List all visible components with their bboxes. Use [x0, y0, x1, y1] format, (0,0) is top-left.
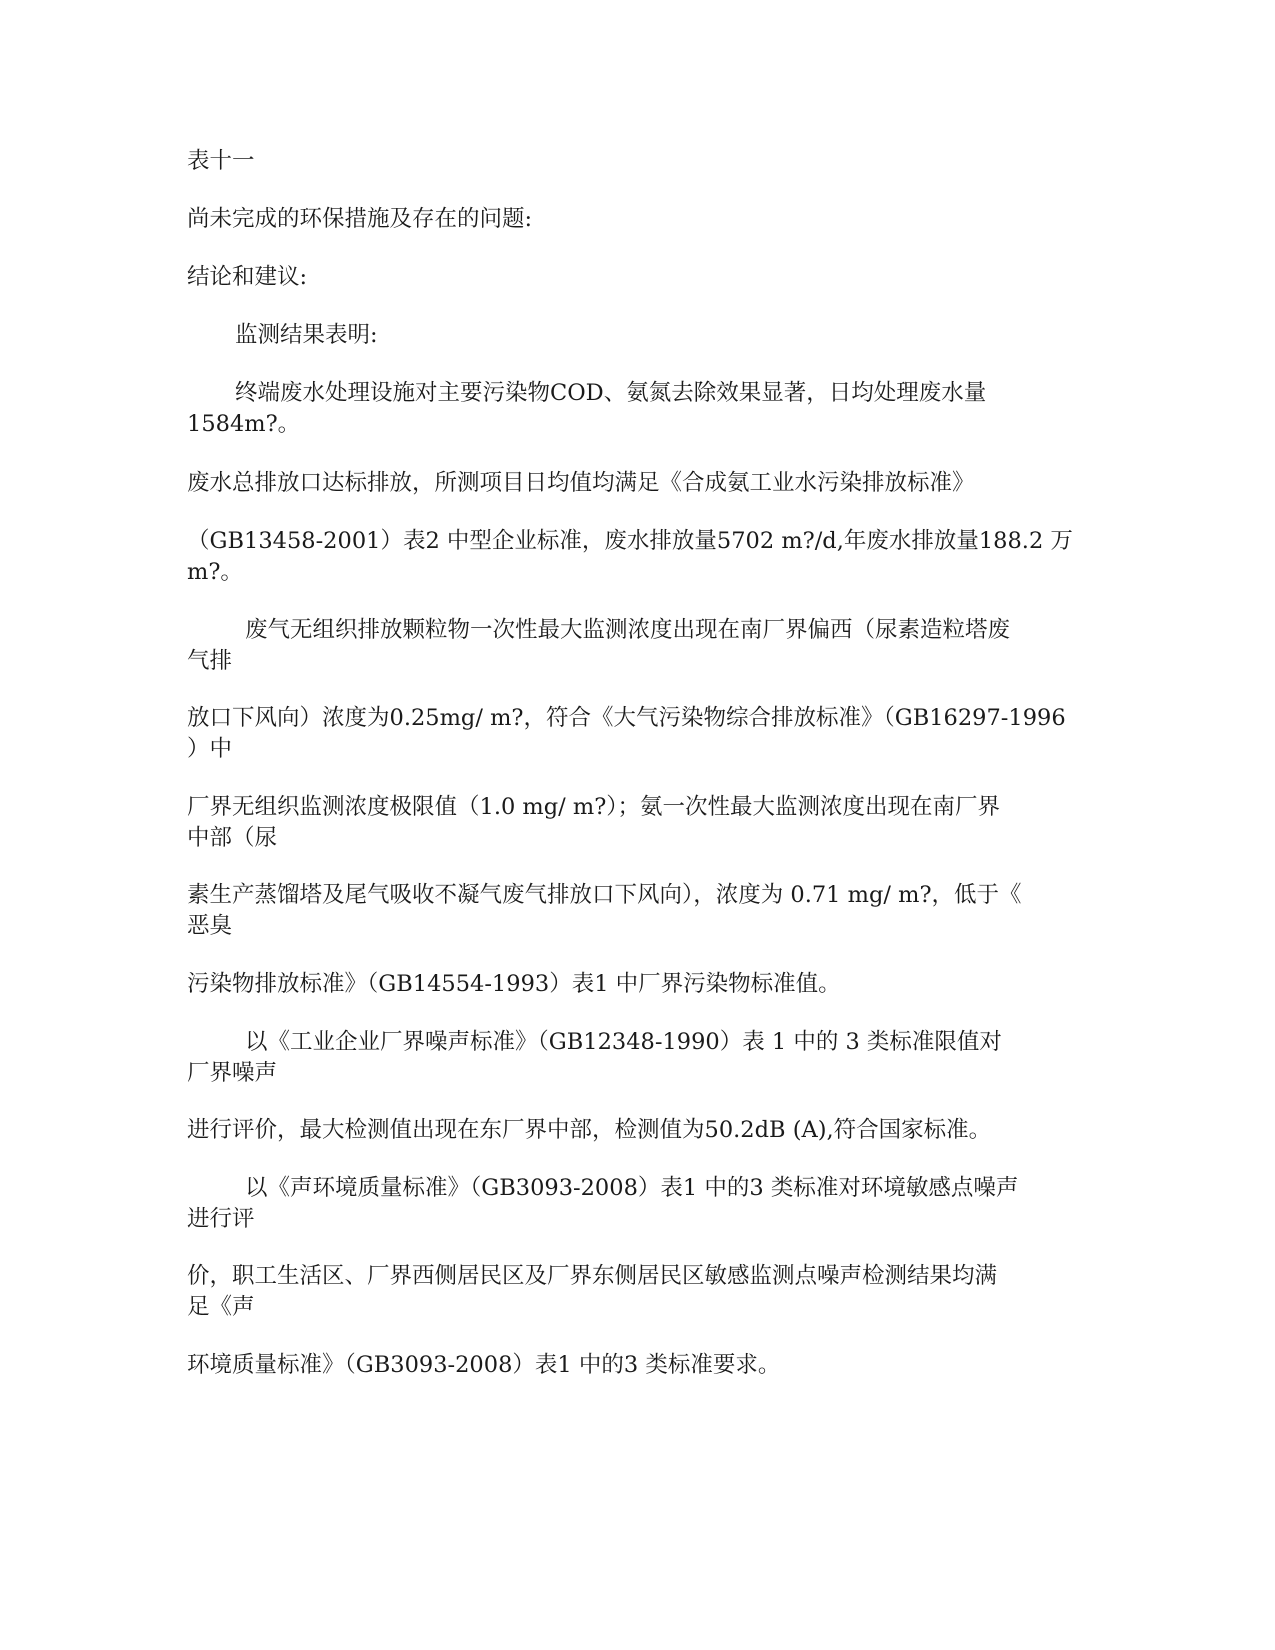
paragraph-noise-evaluation: 进行评价，最大检测值出现在东厂界中部，检测值为50.2dB (A),符合国家标准。 [187, 1117, 992, 1143]
outstanding-issues-heading: 尚未完成的环保措施及存在的问题: [187, 206, 533, 232]
paragraph-wastewater-treatment: 终端废水处理设施对主要污染物COD、氨氮去除效果显著，日均处理废水量 1584m?。 [187, 380, 987, 437]
paragraph-monitoring-results: 监测结果表明: [235, 322, 378, 348]
paragraph-discharge-volume: （GB13458-2001）表2 中型企业标准，废水排放量5702 m?/d,年废水排放量188.2 万 m?。 [187, 528, 1073, 585]
paragraph-odor-standard: 污染物排放标准》（GB14554-1993）表1 中厂界污染物标准值。 [187, 971, 841, 997]
paragraph-acoustic-environment-standard: 以《声环境质量标准》（GB3093-2008）表1 中的3 类标准对环境敏感点噪声 进行评 [187, 1175, 1019, 1232]
paragraph-ammonia-concentration: 素生产蒸馏塔及尾气吸收不凝气废气排放口下风向），浓度为 0.71 mg/ m?，低于《 恶臭 [187, 882, 1022, 939]
paragraph-sensitive-points: 价，职工生活区、厂界西侧居民区及厂界东侧居民区敏感监测点噪声检测结果均满 足《声 [187, 1263, 998, 1320]
paragraph-acoustic-compliance: 环境质量标准》（GB3093-2008）表1 中的3 类标准要求。 [187, 1352, 781, 1378]
conclusion-heading: 结论和建议: [187, 264, 308, 290]
paragraph-particulate-emission: 废气无组织排放颗粒物一次性最大监测浓度出现在南厂界偏西（尿素造粒塔废 气排 [187, 617, 1011, 674]
paragraph-boundary-noise-standard: 以《工业企业厂界噪声标准》（GB12348-1990）表 1 中的 3 类标准限值对 厂界噪声 [187, 1029, 1002, 1086]
paragraph-discharge-outlet: 废水总排放口达标排放，所测项目日均值均满足《合成氨工业水污染排放标准》 [187, 470, 975, 496]
table-title: 表十一 [187, 148, 255, 174]
paragraph-ammonia-limit: 厂界无组织监测浓度极限值（1.0 mg/ m?）；氨一次性最大监测浓度出现在南厂界 中部（尿 [187, 794, 1001, 851]
paragraph-particulate-concentration: 放口下风向）浓度为0.25mg/ m?，符合《大气污染物综合排放标准》（GB16297-1996 ）中 [187, 705, 1066, 762]
